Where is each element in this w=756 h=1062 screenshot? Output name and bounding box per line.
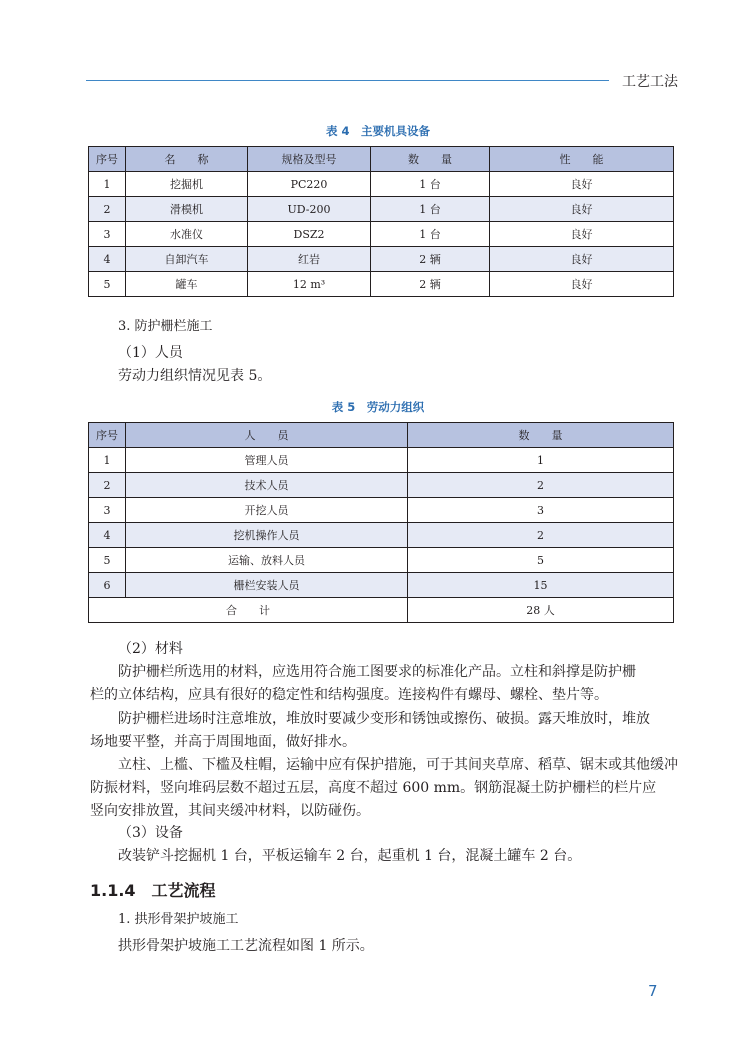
table-cell: 1 — [89, 448, 126, 473]
table4-caption: 表 4 主要机具设备 — [325, 124, 430, 138]
materials-para2-line2: 场地要平整，并高于周围地面，做好排水。 — [90, 734, 356, 750]
table-row — [89, 473, 674, 498]
table-cell: 6 — [89, 573, 126, 598]
header-cell: 人 员 — [126, 423, 408, 448]
table-cell: 5 — [89, 272, 126, 297]
process-text: 拱形骨架护坡施工工艺流程如图 1 所示。 — [118, 938, 374, 954]
table-cell: 3 — [89, 222, 126, 247]
table-cell: 1 — [89, 172, 126, 197]
header-rule — [86, 80, 609, 81]
table-cell: 4 — [89, 523, 126, 548]
table-cell: 挖机操作人员 — [126, 523, 408, 548]
table-row — [89, 523, 674, 548]
header-cell: 名 称 — [126, 147, 248, 172]
subsection-heading-arch: 1. 拱形骨架护坡施工 — [118, 912, 239, 927]
table-row — [89, 448, 674, 473]
materials-heading: （2）材料 — [118, 641, 183, 657]
table-row — [89, 197, 674, 222]
materials-para3-line3: 竖向安排放置，其间夹缓冲材料，以防碰伤。 — [90, 803, 370, 819]
table-row — [89, 222, 674, 247]
header-cell: 数 量 — [371, 147, 490, 172]
table-cell: 12 m³ — [248, 272, 371, 297]
table-cell: 罐车 — [126, 272, 248, 297]
header-cell: 性 能 — [490, 147, 674, 172]
table-cell: 栅栏安装人员 — [126, 573, 408, 598]
table-cell: 红岩 — [248, 247, 371, 272]
table-header-row — [89, 423, 674, 448]
materials-para1-line1: 防护栅栏所选用的材料，应选用符合施工图要求的标准化产品。立柱和斜撑是防护栅 — [118, 664, 636, 680]
table-cell: 1 台 — [371, 172, 490, 197]
materials-para3-line2: 防振材料，竖向堆码层数不超过五层，高度不超过 600 mm。钢筋混凝土防护栅栏的栏片应 — [90, 780, 657, 796]
table-total-row — [89, 598, 674, 623]
table-cell: 1 台 — [371, 197, 490, 222]
table-cell: 5 — [89, 548, 126, 573]
table-cell: 良好 — [490, 272, 674, 297]
table-cell: 5 — [408, 548, 674, 573]
table-cell: 挖掘机 — [126, 172, 248, 197]
table-cell: 3 — [408, 498, 674, 523]
table-cell: 良好 — [490, 172, 674, 197]
table-cell: 2 — [408, 523, 674, 548]
section-title-process: 1.1.4 工艺流程 — [90, 881, 216, 900]
personnel-heading: （1）人员 — [118, 345, 183, 361]
header-cell: 规格及型号 — [248, 147, 371, 172]
table-cell: 2 — [408, 473, 674, 498]
table-cell: 良好 — [490, 247, 674, 272]
section-heading-fence: 3. 防护栅栏施工 — [118, 319, 213, 334]
table-cell: 良好 — [490, 197, 674, 222]
table-cell: UD-200 — [248, 197, 371, 222]
table-row — [89, 573, 674, 598]
table-header-row — [89, 147, 674, 172]
table-cell: 良好 — [490, 222, 674, 247]
table5-caption: 表 5 劳动力组织 — [331, 400, 425, 414]
table-cell: 4 — [89, 247, 126, 272]
running-header-title: 工艺工法 — [622, 74, 678, 90]
table-cell: DSZ2 — [248, 222, 371, 247]
header-cell: 序号 — [89, 147, 126, 172]
table-cell: 开挖人员 — [126, 498, 408, 523]
table-cell: 运输、放料人员 — [126, 548, 408, 573]
table-cell: 1 台 — [371, 222, 490, 247]
table-cell: 15 — [408, 573, 674, 598]
equipment-text: 改装铲斗挖掘机 1 台，平板运输车 2 台，起重机 1 台，混凝土罐车 2 台。 — [118, 848, 582, 864]
table-row — [89, 172, 674, 197]
table-row — [89, 548, 674, 573]
table-row — [89, 498, 674, 523]
header-cell: 数 量 — [408, 423, 674, 448]
header-cell: 序号 — [89, 423, 126, 448]
table-cell: 技术人员 — [126, 473, 408, 498]
table4-equipment — [88, 146, 674, 297]
materials-para2-line1: 防护栅栏进场时注意堆放，堆放时要减少变形和锈蚀或擦伤、破损。露天堆放时，堆放 — [118, 711, 650, 727]
table-cell: PC220 — [248, 172, 371, 197]
table-cell: 自卸汽车 — [126, 247, 248, 272]
table-cell: 1 — [408, 448, 674, 473]
table-cell: 管理人员 — [126, 448, 408, 473]
equipment-heading: （3）设备 — [118, 825, 183, 841]
table-cell: 滑模机 — [126, 197, 248, 222]
personnel-text: 劳动力组织情况见表 5。 — [118, 368, 272, 384]
table-cell: 2 辆 — [371, 272, 490, 297]
table-cell: 水准仪 — [126, 222, 248, 247]
materials-para3-line1: 立柱、上槛、下槛及柱帽，运输中应有保护措施，可于其间夹草席、稻草、锯末或其他缓冲 — [118, 757, 678, 773]
page-number: 7 — [648, 982, 658, 1000]
table-row — [89, 247, 674, 272]
table-cell: 2 — [89, 473, 126, 498]
total-value: 28 人 — [408, 598, 674, 623]
table-row — [89, 272, 674, 297]
materials-para1-line2: 栏的立体结构，应具有很好的稳定性和结构强度。连接构件有螺母、螺栓、垫片等。 — [90, 687, 608, 703]
table-cell: 2 辆 — [371, 247, 490, 272]
table5-labor — [88, 422, 674, 623]
table-cell: 2 — [89, 197, 126, 222]
table-cell: 3 — [89, 498, 126, 523]
total-label: 合 计 — [89, 598, 408, 623]
